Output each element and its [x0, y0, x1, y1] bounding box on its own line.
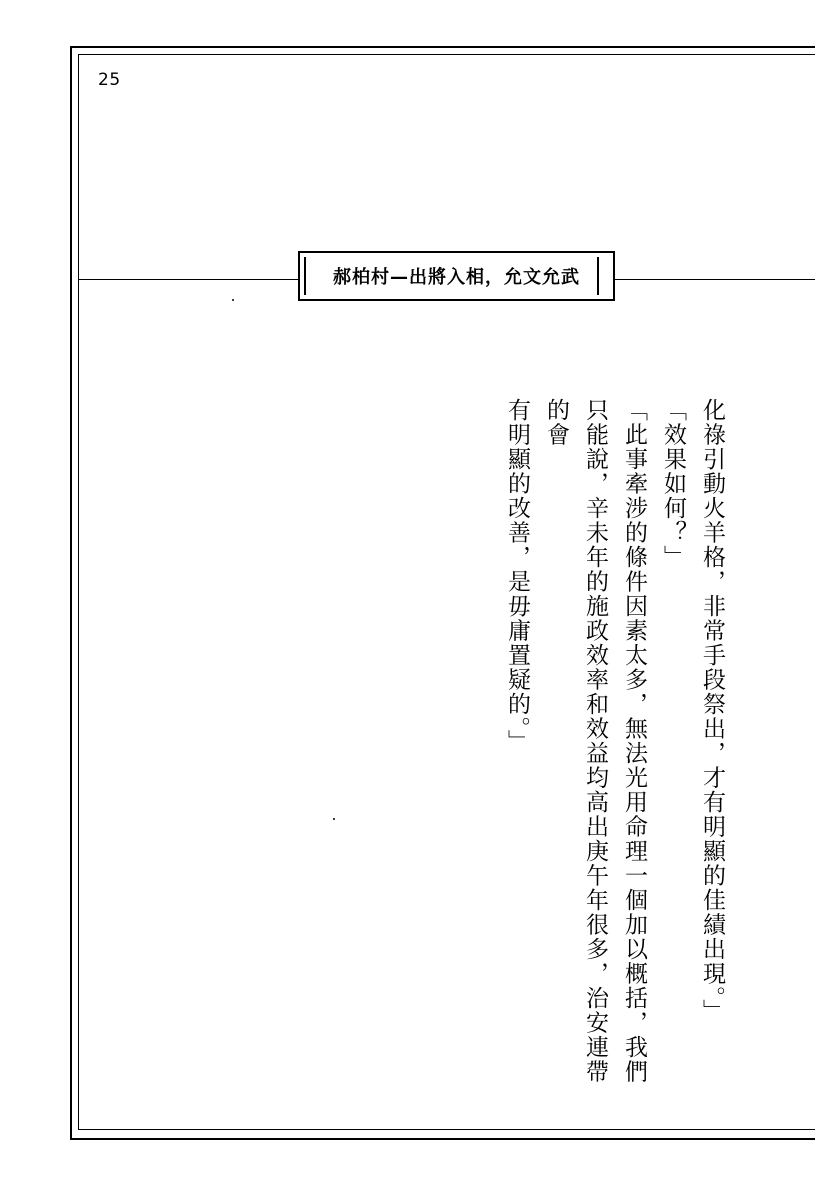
title-rule-right	[615, 279, 815, 280]
speck-mark	[232, 299, 234, 301]
page-number: 25	[98, 70, 121, 90]
text-column: 「此事牽涉的條件因素太多，無法光用命理一個加以概括，我們	[621, 398, 647, 1084]
title-rule-left	[78, 279, 298, 280]
chapter-title-box	[298, 251, 615, 301]
text-column: 「效果如何？」	[660, 398, 686, 570]
text-column: 化祿引動火羊格，非常手段祭出，才有明顯的佳績出現。」	[699, 398, 725, 1024]
chapter-title: 郝柏村—出將入相，允文允武	[333, 267, 580, 288]
text-column: 有明顯的改善，是毋庸置疑的。」	[504, 398, 530, 754]
body-text	[497, 398, 731, 1098]
text-column: 只能說，辛未年的施政效率和效益均高出庚午年很多，治安連帶的會	[543, 398, 608, 1084]
speck-mark	[333, 818, 335, 820]
